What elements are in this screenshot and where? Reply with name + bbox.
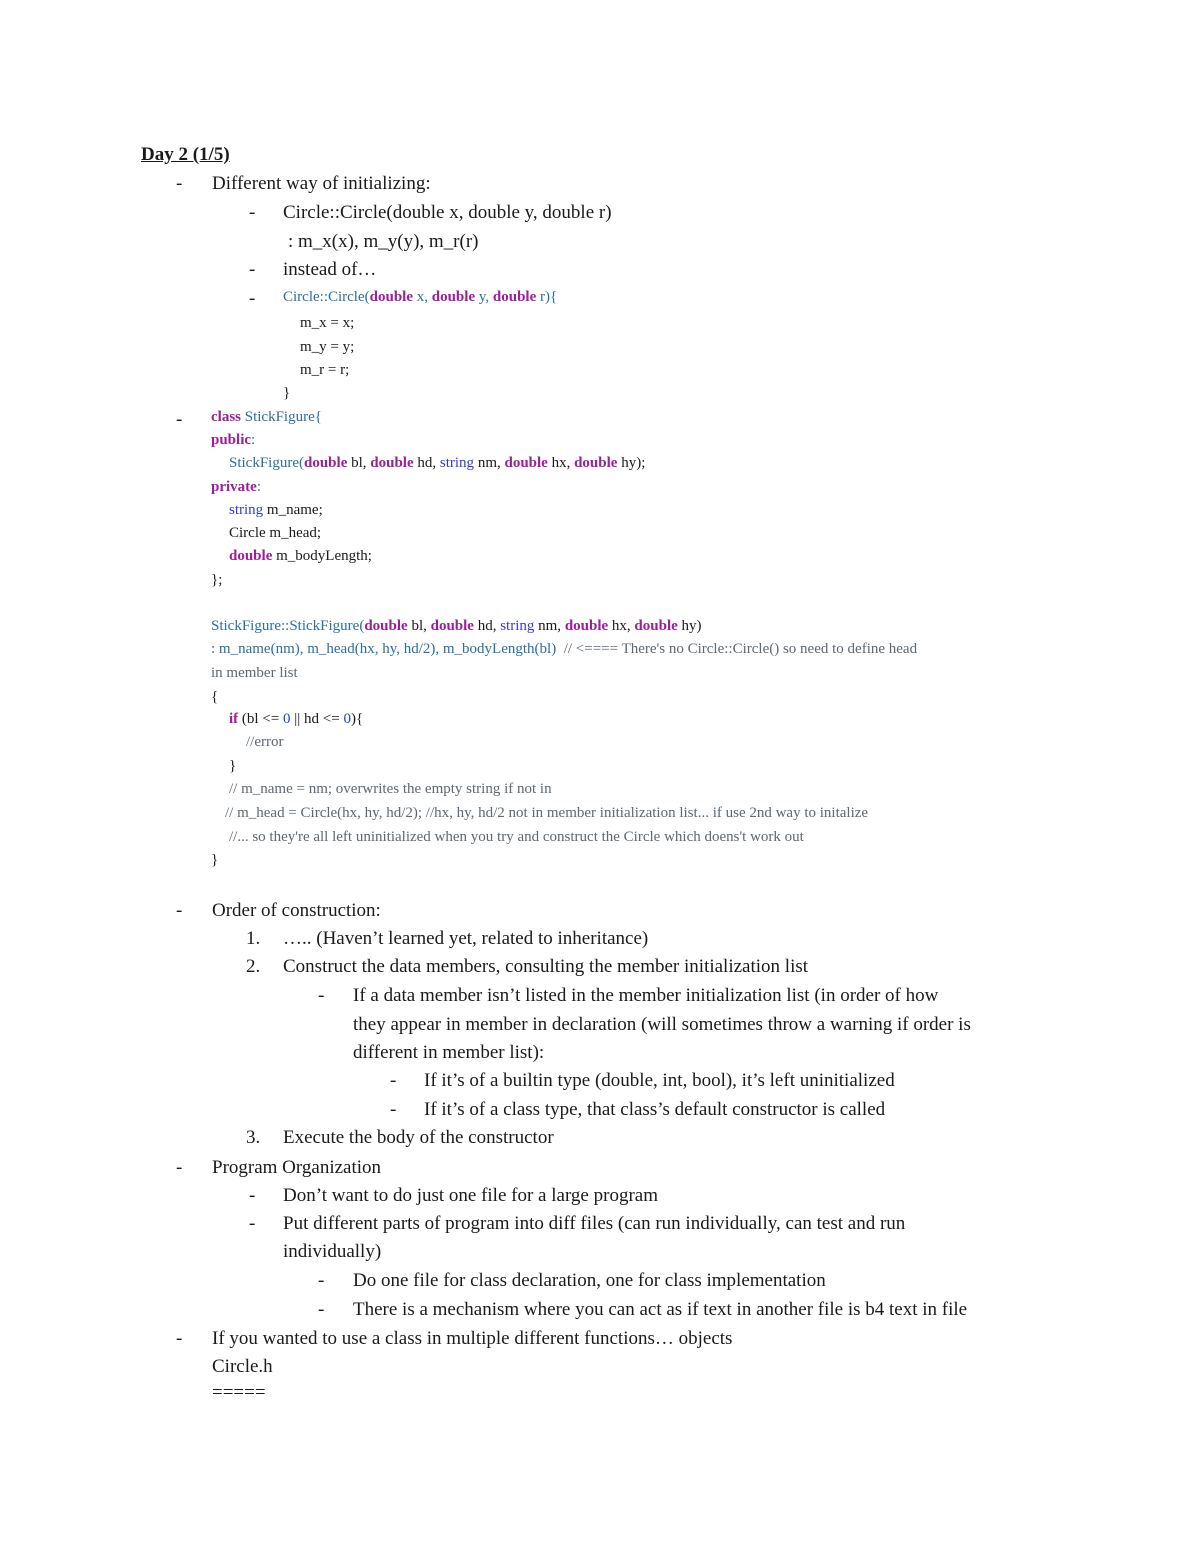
bullet-dash: - xyxy=(318,985,325,1006)
bullet-dash: - xyxy=(249,1185,256,1206)
alt-code-line: m_y = y; xyxy=(300,339,355,355)
init-heading: Different way of initializing: xyxy=(212,173,431,194)
class-end: }; xyxy=(211,572,223,588)
impl-comment: // m_name = nm; overwrites the empty string if not in xyxy=(229,781,552,797)
ctor-declaration: StickFigure(double bl, double hd, string nm, double hx, double hy); xyxy=(229,455,646,471)
multi-heading: If you wanted to use a class in multiple different functions… objects xyxy=(212,1328,733,1349)
impl-close-brace: } xyxy=(211,852,219,868)
bullet-dash: - xyxy=(176,409,183,430)
bullet-dash: - xyxy=(249,288,256,309)
order-subsubitem: If it’s of a class type, that class’s default constructor is called xyxy=(424,1099,886,1120)
instead-of-text: instead of… xyxy=(283,259,377,280)
bullet-dash: - xyxy=(176,900,183,921)
bullet-dash: - xyxy=(176,1328,183,1349)
bullet-dash: - xyxy=(318,1299,325,1320)
bullet-dash: - xyxy=(176,173,183,194)
member-body-length: double m_bodyLength; xyxy=(229,548,372,564)
separator-rule: ===== xyxy=(212,1382,266,1403)
file-name: Circle.h xyxy=(212,1356,273,1377)
order-item: Execute the body of the constructor xyxy=(283,1127,554,1148)
bullet-dash: - xyxy=(176,1157,183,1178)
list-number: 2. xyxy=(246,956,261,977)
impl-error-comment: //error xyxy=(246,734,284,750)
impl-if-statement: if (bl <= 0 || hd <= 0){ xyxy=(229,711,364,727)
order-item: ….. (Haven’t learned yet, related to inheritance) xyxy=(283,928,649,949)
bullet-dash: - xyxy=(249,1213,256,1234)
member-head: Circle m_head; xyxy=(229,525,322,541)
alt-code-close: } xyxy=(283,385,291,401)
order-item: Construct the data members, consulting the member initialization list xyxy=(283,956,809,977)
program-item: Put different parts of program into diff files (can run individually, can test and run xyxy=(283,1213,906,1234)
member-name: string m_name; xyxy=(229,502,323,518)
class-declaration-line: class StickFigure{ xyxy=(211,409,322,425)
private-label: private: xyxy=(211,479,261,495)
impl-init-list: : m_name(nm), m_head(hx, hy, hd/2), m_bodyLength(bl) // <==== There's no Circle::Circle() so need to define head xyxy=(211,641,918,657)
impl-open-brace: { xyxy=(211,689,219,705)
bullet-dash: - xyxy=(318,1270,325,1291)
alt-code-line: m_x = x; xyxy=(300,315,355,331)
init-example-signature: Circle::Circle(double x, double y, double r) xyxy=(283,202,612,223)
order-heading: Order of construction: xyxy=(212,900,381,921)
bullet-dash: - xyxy=(249,202,256,223)
program-heading: Program Organization xyxy=(212,1157,382,1178)
public-label: public: xyxy=(211,432,256,448)
init-example-list: : m_x(x), m_y(y), m_r(r) xyxy=(288,231,479,252)
bullet-dash: - xyxy=(390,1099,397,1120)
impl-comment: // m_head = Circle(hx, hy, hd/2); //hx, hy, hd/2 not in member initialization list... if use 2nd way to initalize xyxy=(225,805,869,821)
page-title: Day 2 (1/5) xyxy=(141,144,230,165)
program-item-cont: individually) xyxy=(283,1241,382,1262)
order-subsubitem: If it’s of a builtin type (double, int, bool), it’s left uninitialized xyxy=(424,1070,895,1091)
impl-if-close: } xyxy=(229,758,237,774)
order-subitem-cont: they appear in member in declaration (will sometimes throw a warning if order is xyxy=(353,1014,971,1035)
program-subitem: Do one file for class declaration, one for class implementation xyxy=(353,1270,826,1291)
alt-code-signature: Circle::Circle(double x, double y, double r){ xyxy=(283,289,558,305)
list-number: 3. xyxy=(246,1127,261,1148)
program-subitem: There is a mechanism where you can act as if text in another file is b4 text in file xyxy=(353,1299,968,1320)
order-subitem: If a data member isn’t listed in the member initialization list (in order of how xyxy=(353,985,939,1006)
bullet-dash: - xyxy=(390,1070,397,1091)
order-subitem-cont: different in member list): xyxy=(353,1042,545,1063)
impl-signature: StickFigure::StickFigure(double bl, double hd, string nm, double hx, double hy) xyxy=(211,618,702,634)
alt-code-line: m_r = r; xyxy=(300,362,350,378)
list-number: 1. xyxy=(246,928,261,949)
bullet-dash: - xyxy=(249,259,256,280)
program-item: Don’t want to do just one file for a large program xyxy=(283,1185,658,1206)
impl-init-comment-cont: in member list xyxy=(211,665,298,681)
impl-comment: //... so they're all left uninitialized when you try and construct the Circle which doens't work out xyxy=(229,829,804,845)
